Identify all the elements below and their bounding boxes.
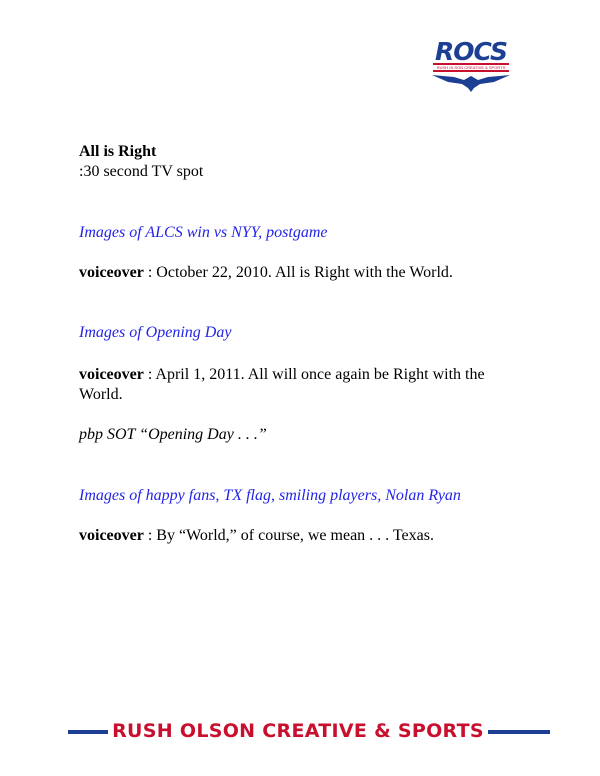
footer-rule-right (488, 730, 550, 734)
voiceover-text: : October 22, 2010. All is Right with the World. (143, 264, 453, 281)
script-title: All is Right (79, 143, 157, 160)
voiceover-label: voiceover (79, 366, 144, 383)
sot-line: pbp SOT “Opening Day . . .” (79, 426, 267, 443)
voiceover-label: voiceover (79, 527, 144, 544)
script-subtitle: :30 second TV spot (79, 163, 204, 180)
logo-text: ROCS (435, 37, 507, 66)
stage-direction: Images of Opening Day (79, 324, 232, 341)
voiceover-line (79, 526, 519, 546)
voiceover-text: : By “World,” of course, we mean . . . Texas. (143, 527, 434, 544)
voiceover-label: voiceover (79, 264, 144, 281)
stage-direction: Images of happy fans, TX flag, smiling players, Nolan Ryan (79, 487, 461, 504)
eagle-icon (430, 71, 512, 93)
footer-rule-left (68, 730, 108, 734)
voiceover-text: : April 1, 2011. All will once again be Right with the World. (79, 366, 485, 403)
company-logo (430, 38, 512, 96)
voiceover-line (79, 263, 519, 283)
voiceover-line (79, 365, 519, 405)
stage-direction: Images of ALCS win vs NYY, postgame (79, 224, 328, 241)
logo-small-text: RUSH OLSON CREATIVE & SPORTS (436, 65, 506, 70)
footer-brand: RUSH OLSON CREATIVE & SPORTS (112, 720, 484, 742)
